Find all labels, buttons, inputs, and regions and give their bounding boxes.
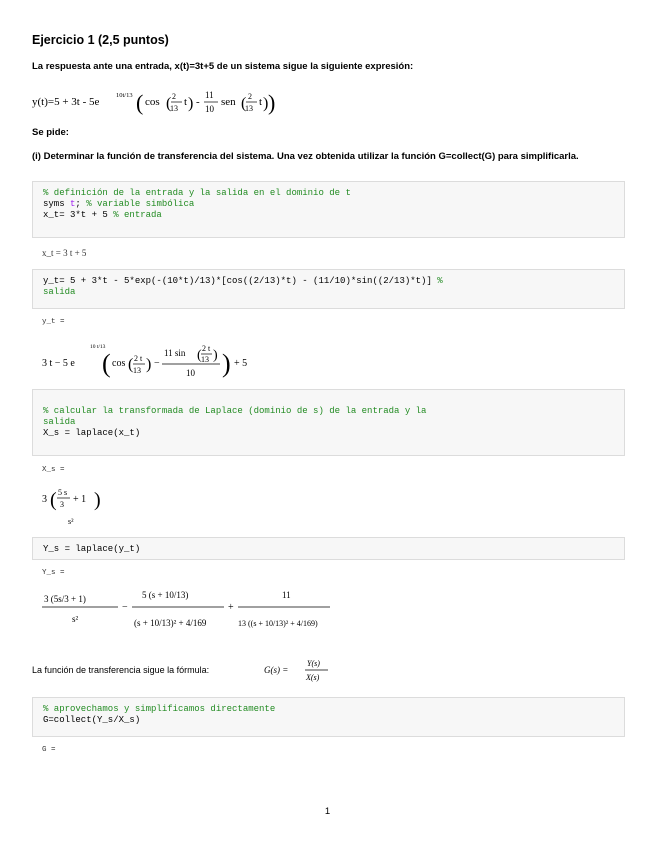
svg-text:10: 10 xyxy=(186,368,195,378)
formula-exponent: 10t/13 xyxy=(116,92,133,99)
svg-text:+: + xyxy=(228,602,234,613)
svg-text:2 t: 2 t xyxy=(134,354,143,363)
svg-text:2: 2 xyxy=(172,92,176,101)
svg-text:G(s) =: G(s) = xyxy=(264,665,289,675)
svg-text:2: 2 xyxy=(248,92,252,101)
svg-text:3: 3 xyxy=(42,494,47,505)
svg-text:t: t xyxy=(259,96,263,108)
output-g-label: G = xyxy=(42,746,56,754)
se-pide-label: Se pide: xyxy=(32,127,69,138)
svg-text:): ) xyxy=(146,356,152,373)
denominator-s-squared: s² xyxy=(68,517,74,526)
svg-text:(: ( xyxy=(136,90,144,115)
svg-text:): ) xyxy=(222,349,231,378)
y-s-term3-denominator: 13 ((s + 10/13)² + 4/169) xyxy=(238,619,318,628)
question-text: (i) Determinar la función de transferencia del sistema. Una vez obtenida utilizar la función G=collect(G) para simplificarla. xyxy=(32,151,579,162)
svg-text:−: − xyxy=(154,358,160,369)
formula-cos: cos xyxy=(145,96,160,108)
svg-text:(: ( xyxy=(128,356,134,373)
svg-text:): ) xyxy=(188,95,194,112)
y-s-term1-denominator: s² xyxy=(72,614,79,624)
svg-text:t: t xyxy=(184,96,188,108)
svg-text:): ) xyxy=(268,90,276,115)
svg-text:11 sin: 11 sin xyxy=(164,348,186,358)
svg-text:3 t − 5 e: 3 t − 5 e xyxy=(42,358,75,369)
output-x-s-label: X_s = xyxy=(42,466,65,474)
svg-text:(: ( xyxy=(50,489,57,511)
svg-text:10: 10 xyxy=(205,104,214,114)
svg-text:cos: cos xyxy=(112,358,126,369)
transfer-function-formula xyxy=(264,656,344,686)
code-block-laplace-x: % calcular la transformada de Laplace (dominio de s) de la entrada y la salida X_s = laplace(x_t) xyxy=(32,389,625,456)
output-x-s-expression xyxy=(42,480,162,530)
y-s-term2-denominator: (s + 10/13)² + 4/169 xyxy=(134,618,207,628)
output-y-t-label: y_t = xyxy=(42,318,65,326)
exercise-title: Ejercicio 1 (2,5 puntos) xyxy=(32,33,169,47)
output-y-s-expression xyxy=(42,580,342,644)
svg-text:): ) xyxy=(94,489,101,511)
formula-y-expression xyxy=(32,86,332,120)
svg-text:): ) xyxy=(263,95,269,112)
code-block-laplace-y: Y_s = laplace(y_t) xyxy=(32,537,625,560)
formula-sen: sen xyxy=(221,96,236,108)
svg-text:3: 3 xyxy=(60,500,64,509)
code-block-collect: % aprovechamos y simplificamos directamente G=collect(Y_s/X_s) xyxy=(32,697,625,737)
svg-text:(: ( xyxy=(102,349,111,378)
intro-text: La respuesta ante una entrada, x(t)=3t+5 de un sistema sigue la siguiente expresión: xyxy=(32,61,414,72)
svg-text:13: 13 xyxy=(170,104,178,113)
svg-text:+ 5: + 5 xyxy=(234,358,248,369)
output-x-t: x_t = 3 t + 5 xyxy=(42,248,87,258)
svg-text:13: 13 xyxy=(201,355,209,364)
svg-text:): ) xyxy=(213,348,218,363)
formula-lhs: y(t)=5 + 3t - 5e xyxy=(32,96,100,108)
svg-text:-: - xyxy=(196,96,200,108)
svg-text:11: 11 xyxy=(205,90,214,100)
svg-text:(: ( xyxy=(241,95,247,112)
y-s-term3-numerator: 11 xyxy=(282,590,291,600)
output-y-t-expression xyxy=(42,336,302,384)
svg-text:Y(s): Y(s) xyxy=(307,659,320,668)
svg-text:13: 13 xyxy=(133,366,141,375)
output-y-s-label: Y_s = xyxy=(42,569,65,577)
y-s-term1-numerator: 3 (5s/3 + 1) xyxy=(44,594,86,604)
svg-text:(: ( xyxy=(197,348,202,363)
page-number: 1 xyxy=(324,806,331,817)
code-block-definitions: % definición de la entrada y la salida en el dominio de t syms t; % variable simbólica x_t= 3*t + 5 % entrada xyxy=(32,181,625,238)
svg-text:+ 1: + 1 xyxy=(73,494,87,505)
code-block-output-y: y_t= 5 + 3*t - 5*exp(-(10*t)/13)*[cos((2/13)*t) - (11/10)*sin((2/13)*t)] % salida xyxy=(32,269,625,309)
y-s-term2-numerator: 5 (s + 10/13) xyxy=(142,590,189,600)
svg-text:5 s: 5 s xyxy=(58,488,68,497)
transfer-function-text: La función de transferencia sigue la fórmula: xyxy=(32,665,210,675)
svg-text:2 t: 2 t xyxy=(202,344,211,353)
svg-text:(: ( xyxy=(166,95,172,112)
svg-text:−: − xyxy=(122,602,128,613)
svg-text:13: 13 xyxy=(245,104,253,113)
svg-text:X(s): X(s) xyxy=(306,673,320,682)
svg-text:10 t/13: 10 t/13 xyxy=(90,344,106,350)
